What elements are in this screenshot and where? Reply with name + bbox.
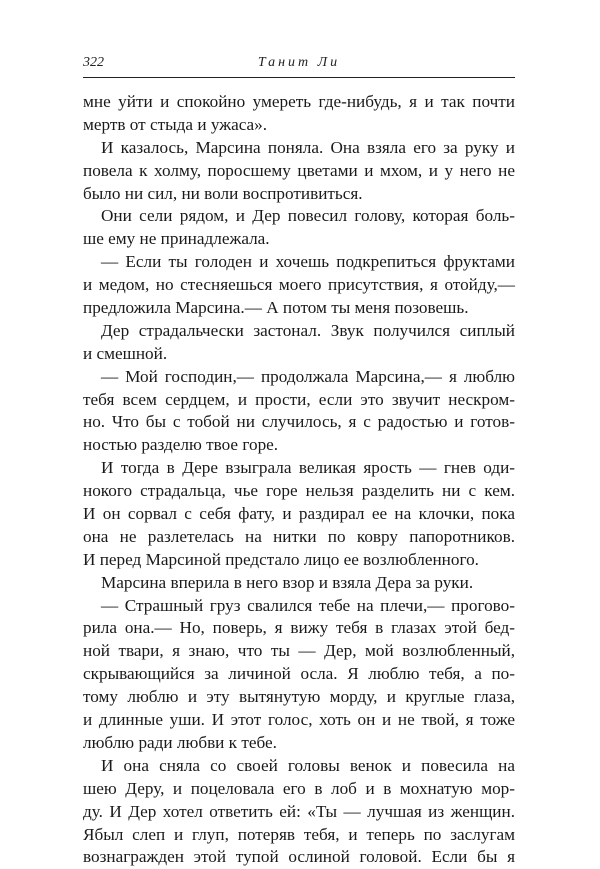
text-line: она не разлетелась на нитки по ковру папоротников.: [83, 526, 515, 546]
text-line: рила она.— Но, поверь, я вижу тебя в глазах этой бед-: [83, 618, 515, 638]
text-line: и длинные уши. И этот голос, хоть он и не твой, я тоже: [83, 710, 515, 730]
text-line: мертв от стыда и ужаса».: [83, 114, 268, 134]
text-line: И он сорвал с себя фату, и раздирал ее на клочки, пока: [83, 504, 515, 524]
text-line: скрывающийся за личиной осла. Я люблю тебя, а по-: [83, 664, 515, 684]
text-line: ностью разделю твое горе.: [83, 435, 279, 455]
text-line: и смешной.: [83, 343, 168, 363]
text-line: И тогда в Дере взыграла великая ярость — гнев оди-: [101, 458, 515, 478]
text-line: ной твари, я знаю, что ты — Дер, мой возлюбленный,: [83, 641, 515, 661]
text-line: Дер страдальчески застонал. Звук получился сиплый: [101, 320, 515, 340]
text-line: И казалось, Марсина поняла. Она взяла его за руку и: [101, 137, 515, 157]
text-line: предложила Марсина.— А потом ты меня позовешь.: [83, 298, 469, 318]
page-header: [83, 50, 515, 74]
text-line: шею Деру, и поцеловала его в лоб и в мохнатую мор-: [83, 778, 515, 798]
text-line: вознагражден этой тупой ослиной головой. Если бы я: [83, 847, 515, 867]
text-line: Марсина вперила в него взор и взяла Дера за руки.: [101, 572, 474, 592]
text-line: — Страшный груз свалился тебе на плечи,— прогово-: [101, 595, 515, 615]
text-line: люблю ради любви к тебе.: [83, 732, 277, 752]
body-text: [83, 91, 515, 869]
text-line: мне уйти и спокойно умереть где-нибудь, я и так почти: [83, 92, 515, 111]
text-line: повела к холму, поросшему цветами и мхом, и у него не: [83, 160, 515, 180]
text-line: ду. И Дер хотел ответить ей: «Ты — лучшая из женщин.: [83, 801, 515, 821]
text-line: тебя всем сердцем, и прости, если это звучит нескром-: [83, 389, 515, 409]
text-line: Они сели рядом, и Дер повесил голову, которая боль-: [101, 206, 515, 226]
text-line: И перед Марсиной предстало лицо ее возлюбленного.: [83, 549, 479, 569]
text-line: и медом, но стесняешься моего присутствия, я отойду,—: [83, 275, 515, 295]
text-line: — Мой господин,— продолжала Марсина,— я люблю: [101, 366, 515, 386]
text-line: Ябыл слеп и глуп, потеряв тебя, и теперь по заслугам: [83, 824, 515, 844]
text-line: ше ему не принадлежала.: [83, 229, 270, 249]
text-line: тому люблю и эту вытянутую морду, и круглые глаза,: [83, 687, 515, 707]
text-line: нокого страдальца, чье горе нельзя разделить ни с кем.: [83, 481, 515, 501]
text-line: И она сняла со своей головы венок и повесила на: [101, 755, 515, 775]
running-head: Танит Ли: [257, 55, 341, 70]
text-line: но. Что бы с тобой ни случилось, я с радостью и готов-: [83, 412, 515, 432]
text-line: было ни сил, ни воли воспротивиться.: [83, 183, 363, 203]
text-line: — Если ты голоден и хочешь подкрепиться фруктами: [101, 252, 515, 272]
page-number: 322: [83, 55, 104, 70]
header-rule: [83, 77, 515, 78]
